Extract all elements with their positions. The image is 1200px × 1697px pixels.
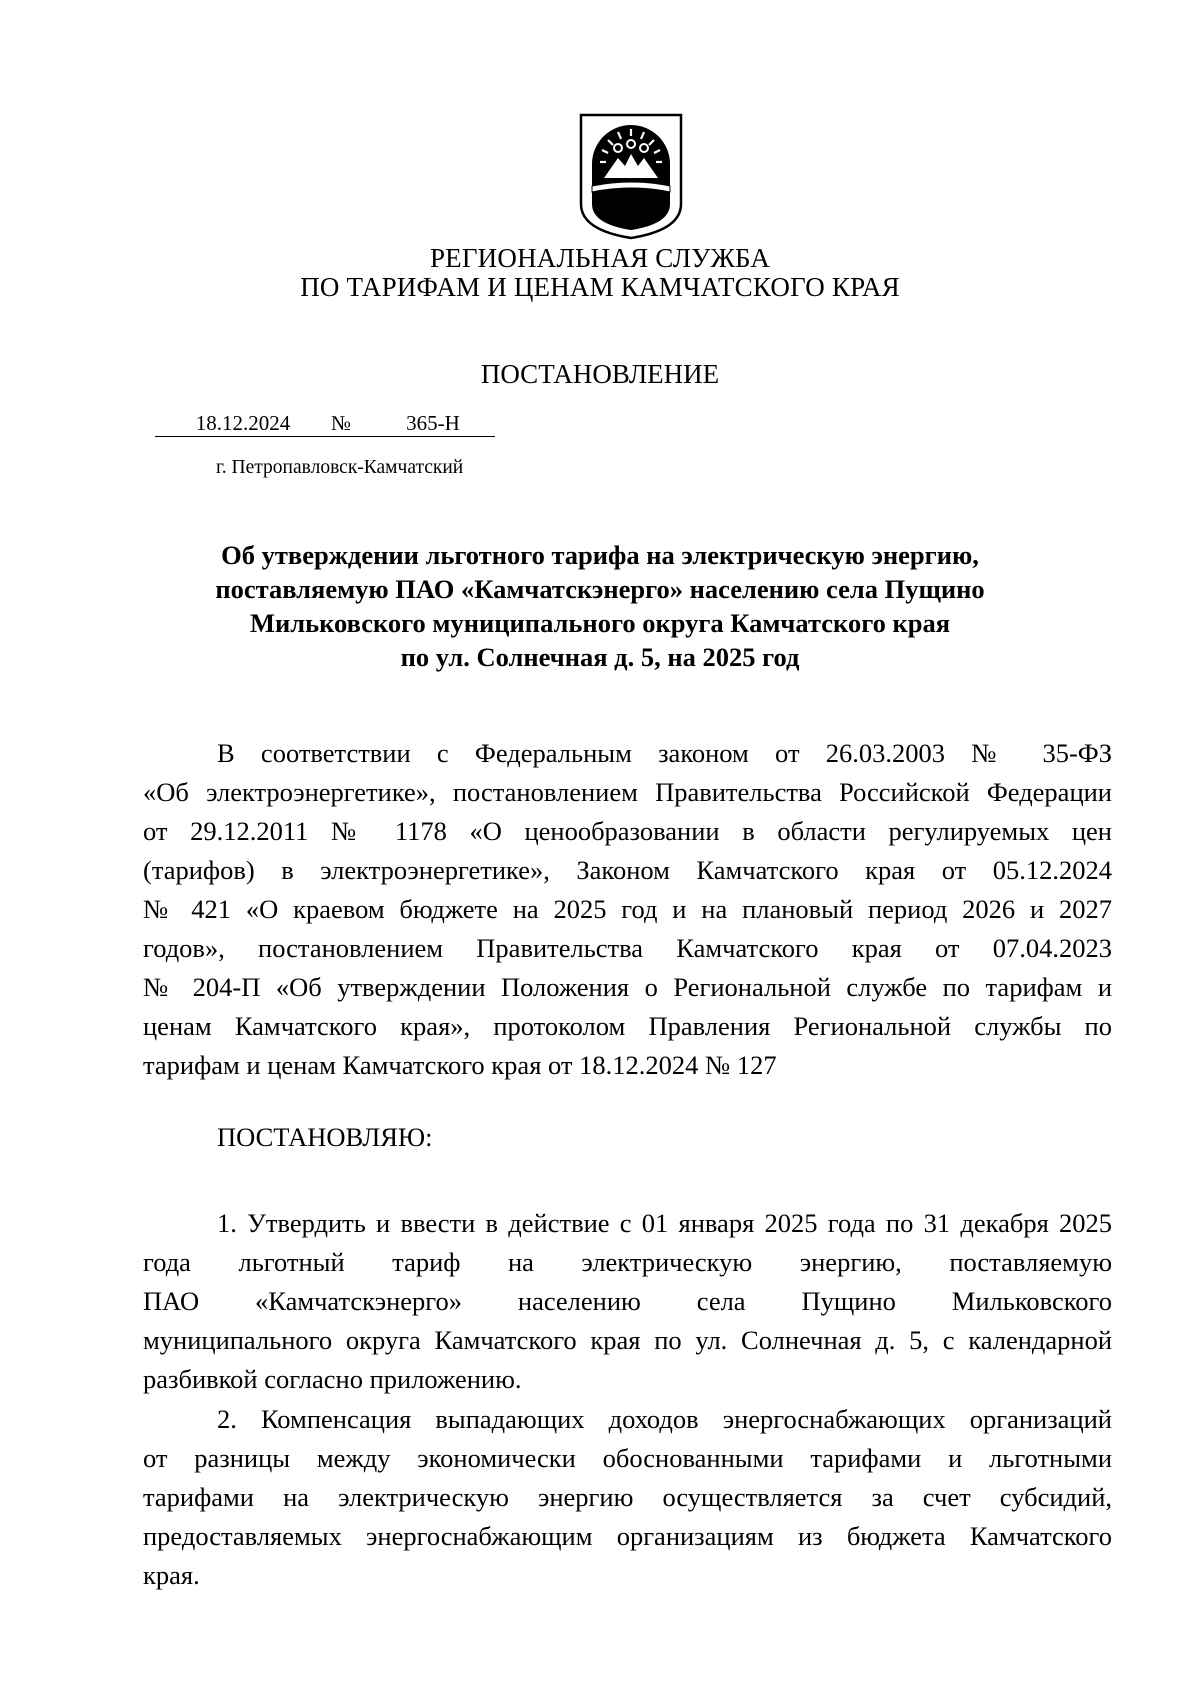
- preamble-line: годов», постановлением Правительства Камчатского края от 07.04.2023: [143, 933, 1112, 963]
- preamble-line: № 421 «О краевом бюджете на 2025 год и на плановый период 2026 и 2027: [143, 894, 1112, 924]
- decree-word: ПОСТАНОВЛЯЮ:: [217, 1122, 433, 1152]
- item-2-paragraph: [143, 1400, 1112, 1595]
- item-1-line: разбивкой согласно приложению.: [143, 1364, 522, 1394]
- title-line: поставляемую ПАО «Камчатскэнерго» населению села Пущино: [215, 574, 985, 604]
- item-2-line: от разницы между экономически обоснованными тарифами и льготными: [143, 1443, 1112, 1473]
- title-line: Об утверждении льготного тарифа на электрическую энергию,: [221, 540, 979, 570]
- item-2-line: края.: [143, 1560, 200, 1590]
- preamble-line: тарифам и ценам Камчатского края от 18.12.2024 № 127: [143, 1050, 777, 1080]
- preamble-line: № 204-П «Об утверждении Положения о Региональной службе по тарифам и: [143, 972, 1112, 1002]
- preamble-line: «Об электроэнергетике», постановлением Правительства Российской Федерации: [143, 777, 1112, 807]
- title-line: Мильковского муниципального округа Камчатского края: [249, 608, 951, 638]
- org-name-line-2: ПО ТАРИФАМ И ЦЕНАМ КАМЧАТСКОГО КРАЯ: [300, 272, 900, 302]
- number-sign: №: [331, 410, 371, 437]
- item-1-line: ПАО «Камчатскэнерго» населению села Пущино Мильковского: [143, 1286, 1112, 1316]
- city: г. Петропавловск-Камчатский: [216, 457, 464, 478]
- document-type: ПОСТАНОВЛЕНИЕ: [480, 359, 720, 389]
- org-name-line-1: РЕГИОНАЛЬНАЯ СЛУЖБА: [429, 243, 771, 273]
- item-2-line: предоставляемых энергоснабжающим организациям из бюджета Камчатского: [143, 1521, 1112, 1551]
- title-line: по ул. Солнечная д. 5, на 2025 год: [400, 642, 800, 672]
- preamble-line: ценам Камчатского края», протоколом Правления Региональной службы по: [143, 1011, 1112, 1041]
- document-title: [0, 538, 1200, 674]
- item-1-paragraph: [143, 1204, 1112, 1399]
- document-date: 18.12.2024: [155, 410, 331, 437]
- item-1-line: муниципального округа Камчатского края по ул. Солнечная д. 5, с календарной: [143, 1325, 1112, 1355]
- item-1-line: 1. Утвердить и ввести в действие с 01 января 2025 года по 31 декабря 2025: [217, 1208, 1112, 1238]
- item-1-line: года льготный тариф на электрическую энергию, поставляемую: [143, 1247, 1112, 1277]
- document-number: 365-Н: [371, 410, 495, 437]
- item-2-line: тарифами на электрическую энергию осуществляется за счет субсидий,: [143, 1482, 1112, 1512]
- date-number-line: [155, 410, 495, 437]
- preamble-line: В соответствии с Федеральным законом от 26.03.2003 № 35-ФЗ: [217, 738, 1112, 768]
- item-2-line: 2. Компенсация выпадающих доходов энергоснабжающих организаций: [217, 1404, 1112, 1434]
- preamble-paragraph: [143, 734, 1112, 1085]
- preamble-line: (тарифов) в электроэнергетике», Законом Камчатского края от 05.12.2024: [143, 855, 1112, 885]
- preamble-line: от 29.12.2011 № 1178 «О ценообразовании в области регулируемых цен: [143, 816, 1112, 846]
- kamchatka-coat-of-arms-icon: [578, 112, 684, 240]
